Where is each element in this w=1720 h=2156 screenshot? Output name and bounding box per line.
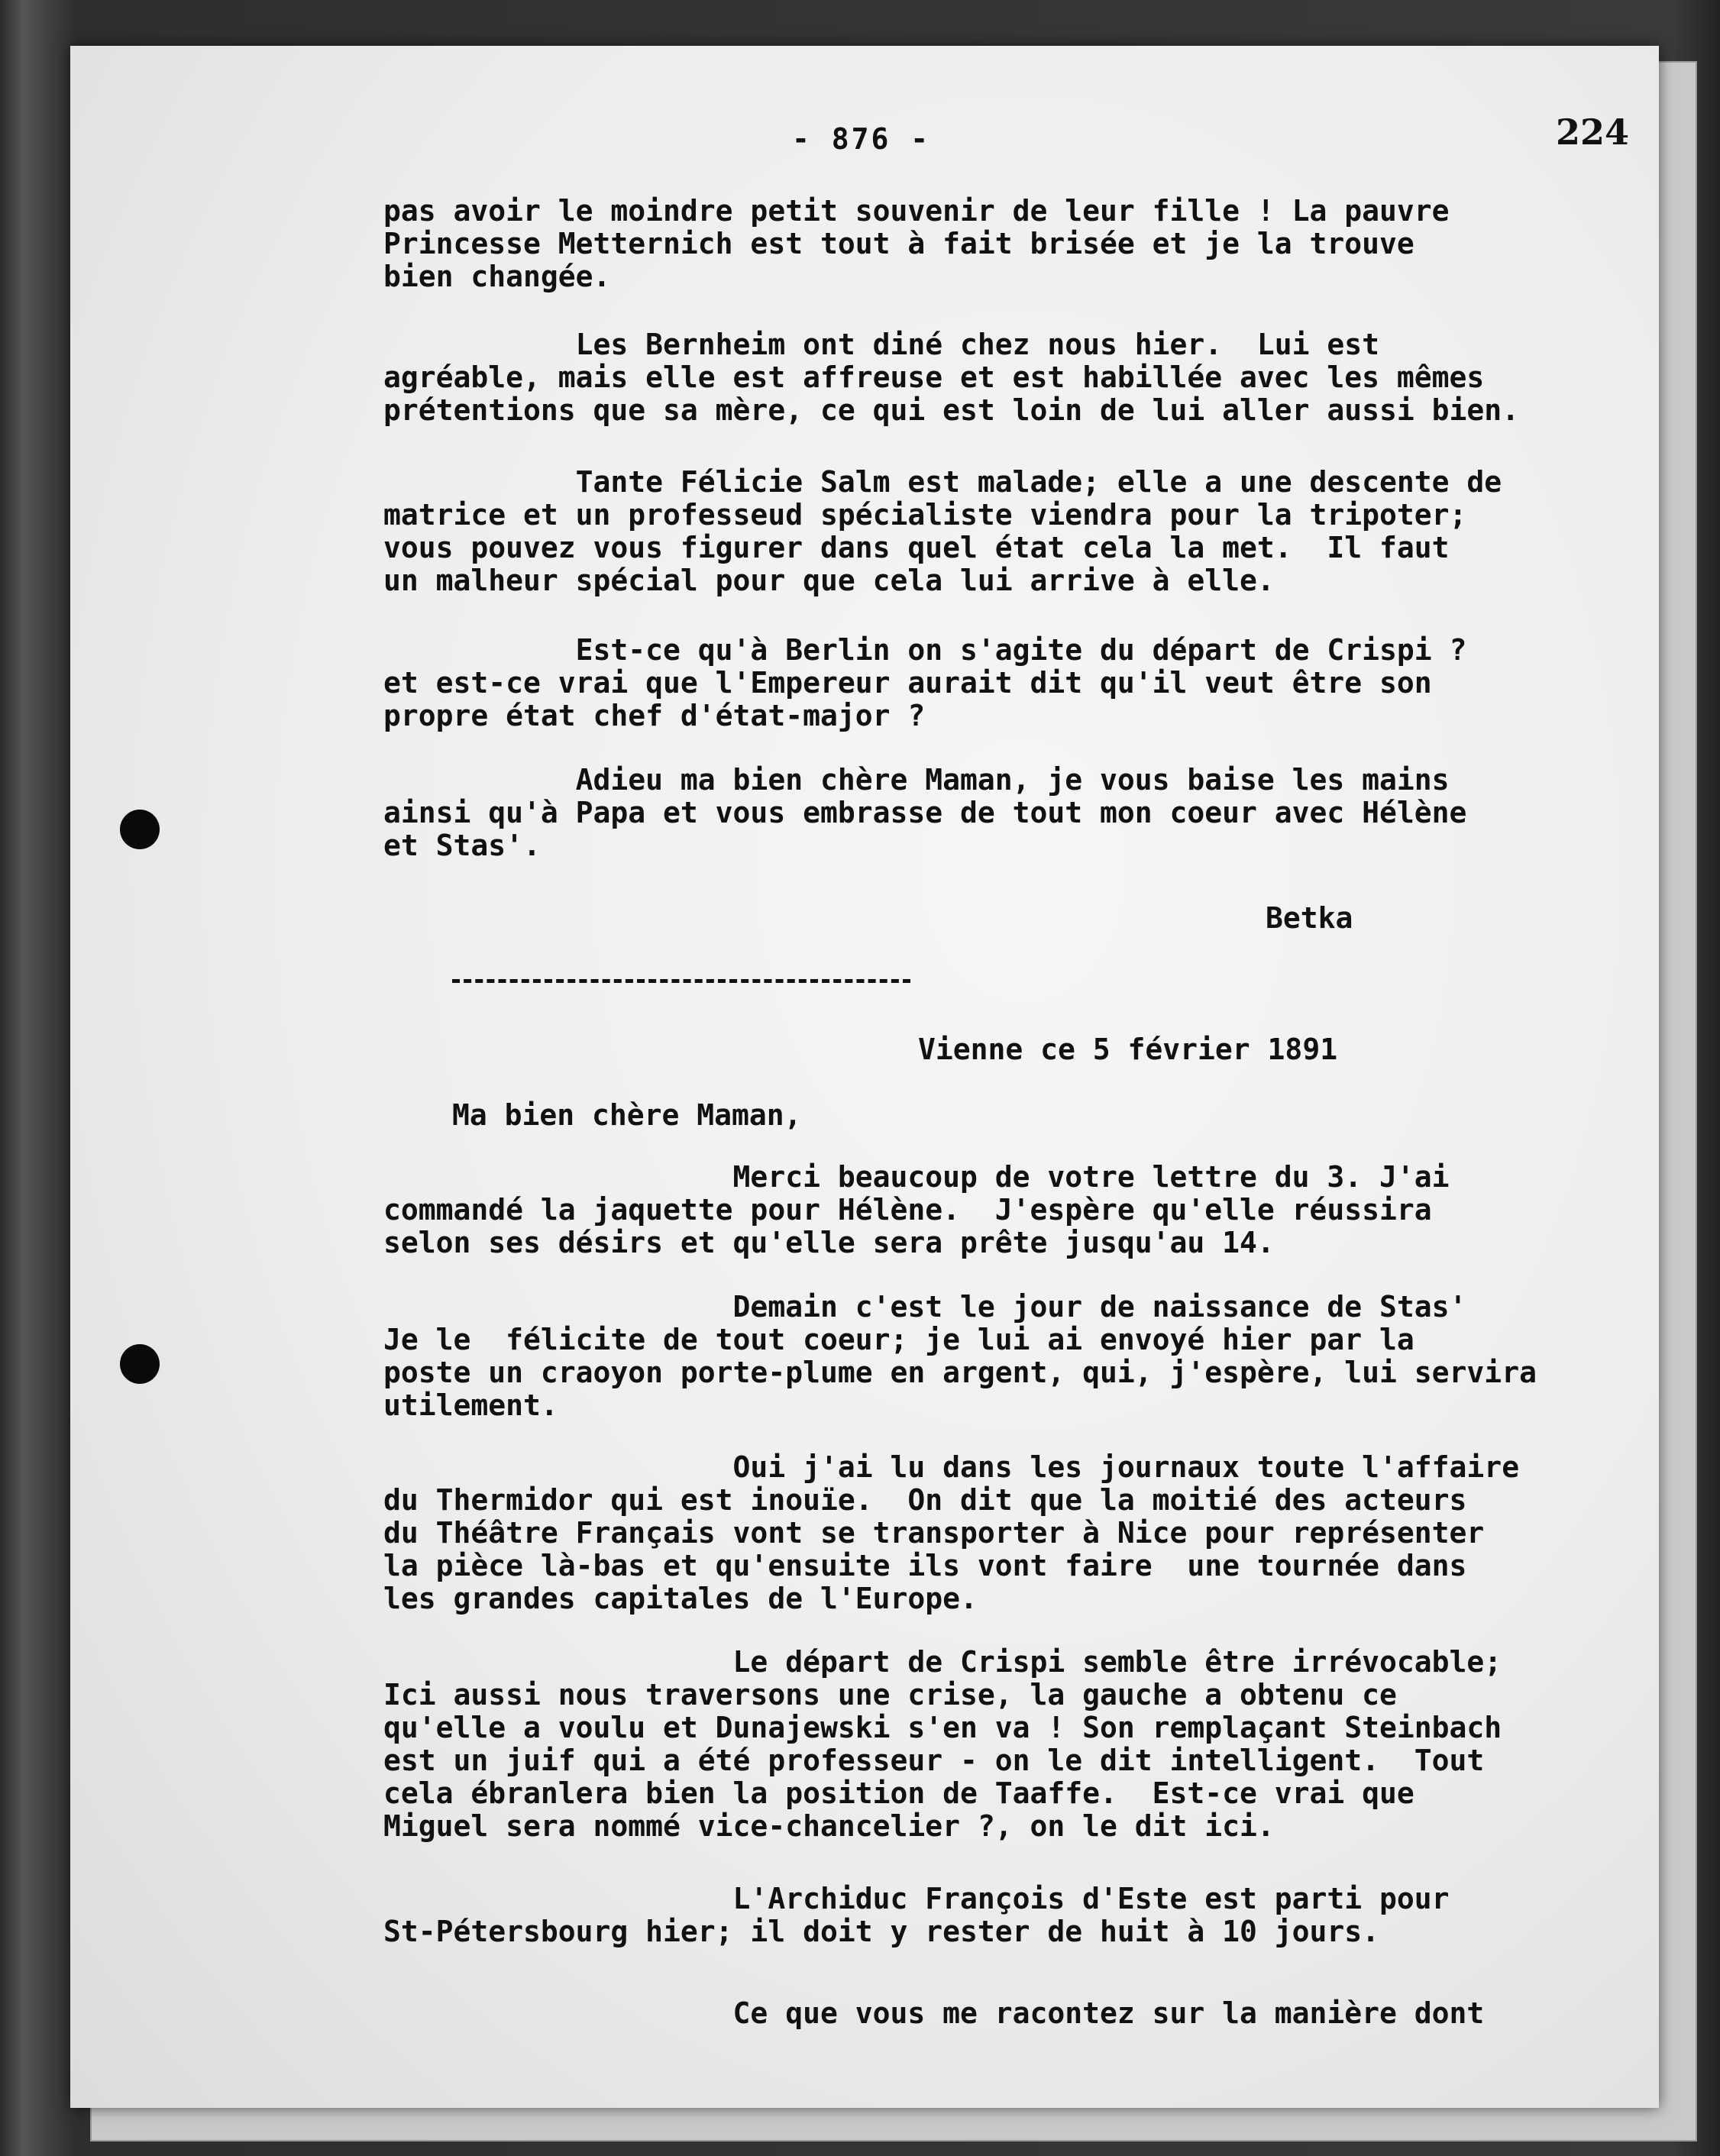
punch-hole-top: [120, 810, 160, 849]
paragraph-adieu: Adieu ma bien chère Maman, je vous baise les mains ainsi qu'à Papa et vous embrasse de tout mon coeur avec Hélène et Stas'.: [383, 763, 1467, 862]
paragraph-continuation: pas avoir le moindre petit souvenir de leur fille ! La pauvre Princesse Metternich est tout à fait brisée et je la trouve bien changée.: [383, 194, 1450, 293]
letter-page: [70, 46, 1659, 2108]
paragraph-demain: Demain c'est le jour de naissance de Stas' Je le félicite de tout coeur; je lui ai envoyé hier par la poste un craoyon porte-plume en argent, qui, j'espère, lui servira utilement.: [383, 1290, 1537, 1422]
salutation: Ma bien chère Maman,: [452, 1098, 802, 1132]
paragraph-berlin: Est-ce qu'à Berlin on s'agite du départ de Crispi ? et est-ce vrai que l'Empereur aurait dit qu'il veut être son propre état chef d'état-major ?: [383, 633, 1467, 732]
paragraph-archiduc: L'Archiduc François d'Este est parti pour St-Pétersbourg hier; il doit y rester de huit à 10 jours.: [383, 1882, 1450, 1948]
paragraph-bernheim: Les Bernheim ont diné chez nous hier. Lui est agréable, mais elle est affreuse et est habillée avec les mêmes prétentions que sa mère, ce qui est loin de lui aller aussi bien.: [383, 328, 1520, 427]
page-number: - 876 -: [792, 122, 931, 156]
folio-number: 224: [1556, 112, 1630, 153]
paragraph-racontez: Ce que vous me racontez sur la manière dont: [383, 1996, 1485, 2030]
paragraph-felicie: Tante Félicie Salm est malade; elle a une descente de matrice et un professeud spécialiste viendra pour la tripoter; vous pouvez vous figurer dans quel état cela la met. Il faut un malheur spécial pour que cela lui arrive à elle.: [383, 465, 1502, 597]
paragraph-thermidor: Oui j'ai lu dans les journaux toute l'affaire du Thermidor qui est inouïe. On dit que la moitié des acteurs du Théâtre Français vont se transporter à Nice pour représenter la pièce là-bas et qu'ensuite ils vont faire une tournée dans les grandes capitales de l'Europe.: [383, 1450, 1520, 1615]
punch-hole-bottom: [120, 1344, 160, 1384]
signature-betka: Betka: [1266, 901, 1353, 935]
paragraph-crispi: Le départ de Crispi semble être irrévocable; Ici aussi nous traversons une crise, la gauche a obtenu ce qu'elle a voulu et Dunajewski s'en va ! Son remplaçant Steinbach est un juif qui a été professeur - on le dit intelligent. Tout cela ébranlera bien la position de Taaffe. Est-ce vrai que Miguel sera nommé vice-chancelier ?, on le dit ici.: [383, 1645, 1502, 1843]
paragraph-merci: Merci beaucoup de votre lettre du 3. J'ai commandé la jaquette pour Hélène. J'espère qu'elle réussira selon ses désirs et qu'elle sera prête jusqu'au 14.: [383, 1160, 1450, 1259]
dateline: Vienne ce 5 février 1891: [918, 1033, 1338, 1066]
letter-divider: [452, 979, 910, 983]
